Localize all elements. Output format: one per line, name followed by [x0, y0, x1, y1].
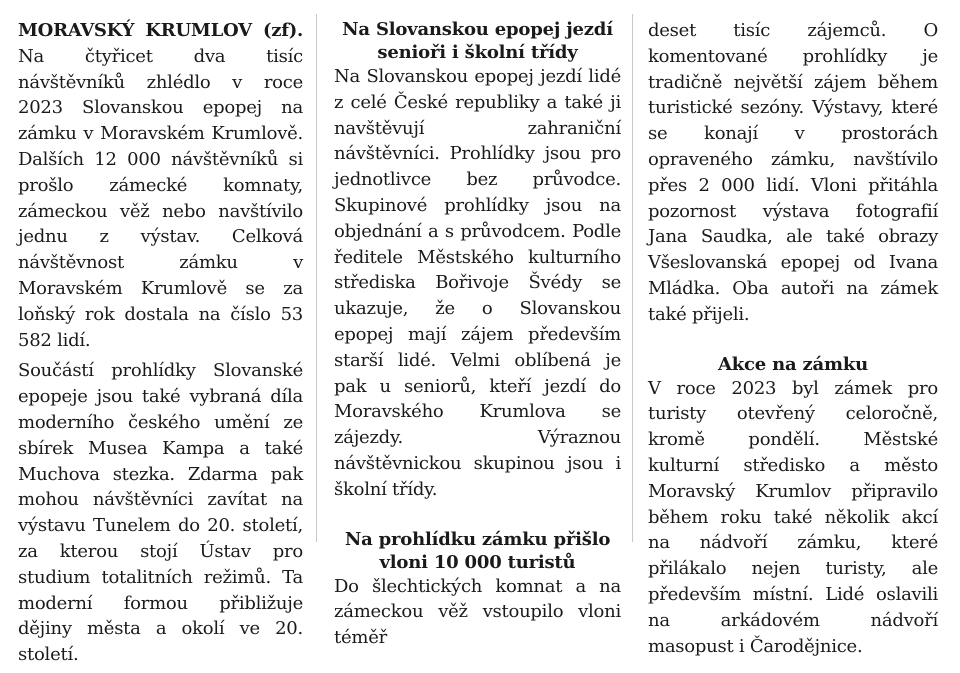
- paragraph: Součástí prohlídky Slovanské epopeje jsou také vybraná díla moderního českého umění ze sbírek Musea Kampa a také Muchova stezka. Zdarma pak mohou návštěvníci zavítat na výstavu Tunelem do 20. století, za kterou stojí Ústav pro studium totalitních režimů. Ta moderní formou přibližuje dějiny města a okolí ve 20. století.: [18, 360, 303, 666]
- paragraph: Do šlechtických komnat a na zámeckou věž vstoupilo vloni téměř: [334, 575, 621, 649]
- paragraph: Na Slovanskou epopej jezdí lidé z celé České republiky a také ji navštěvují zahraniční návštěvníci. Prohlídky jsou pro jednotlivce bez průvodce. Skupinové prohlídky jsou na objednání a s průvodcem. Podle ředitele Městského kulturního střediska Bořivoje Švédy se ukazuje, že o Slovanskou epopej mají zájem především starší lidé. Velmi oblíbená je pak u seniorů, kteří jezdí do Moravského Krumlova se zájezdy. Výraznou návštěvnickou skupinou jsou i školní třídy.: [334, 66, 621, 500]
- article-column-1: [18, 18, 303, 673]
- paragraph: deset tisíc zájemců. O komentované prohlídky je tradičně největší zájem během turistické sezóny. Výstavy, které se konají v prostorách opraveného zámku, navštívilo přes 2 000 lidí. Vloni přitáhla pozornost výstava fotografií Jana Saudka, ale také obrazy Všeslovanská epopej od Ivana Mládka. Oba autoři na zámek také přijeli.: [648, 20, 938, 325]
- paragraph: V roce 2023 byl zámek pro turisty otevřený celoročně, kromě pondělí. Městské kulturní středisko a město Moravský Krumlov připravilo během roku také několik akcí na nádvoří zámku, které přilákalo nejen turisty, ale především místní. Lidé oslavili na arkádovém nádvoří masopust i Čarodějnice.: [648, 377, 938, 657]
- column-divider-1: [316, 14, 317, 542]
- article-column-2: [334, 18, 621, 656]
- subheading: Akce na zámku: [717, 353, 869, 375]
- section-gap: [334, 508, 621, 528]
- dateline: MORAVSKÝ KRUMLOV (zf).: [18, 20, 303, 41]
- column-divider-2: [632, 14, 633, 542]
- lead-text: Na čtyřicet dva tisíc návštěvníků zhlédlo v roce 2023 Slovanskou epopej na zámku v Moravském Krumlově. Dalších 12 000 návštěvníků si prošlo zámecké komnaty, zámeckou věž nebo navštívilo jednu z výstav. Celková návštěvnost zámku v Moravském Krumlově se za loňský rok dostala na číslo 53 582 lidí.: [18, 45, 303, 351]
- lead-paragraph: [18, 18, 303, 353]
- subheading: Na Slovanskou epopej jezdí senioři i školní třídy: [342, 19, 613, 63]
- section-gap: [648, 333, 938, 353]
- subheading: Na prohlídku zámku přišlo vloni 10 000 turistů: [344, 528, 611, 573]
- article-column-3: [648, 18, 938, 664]
